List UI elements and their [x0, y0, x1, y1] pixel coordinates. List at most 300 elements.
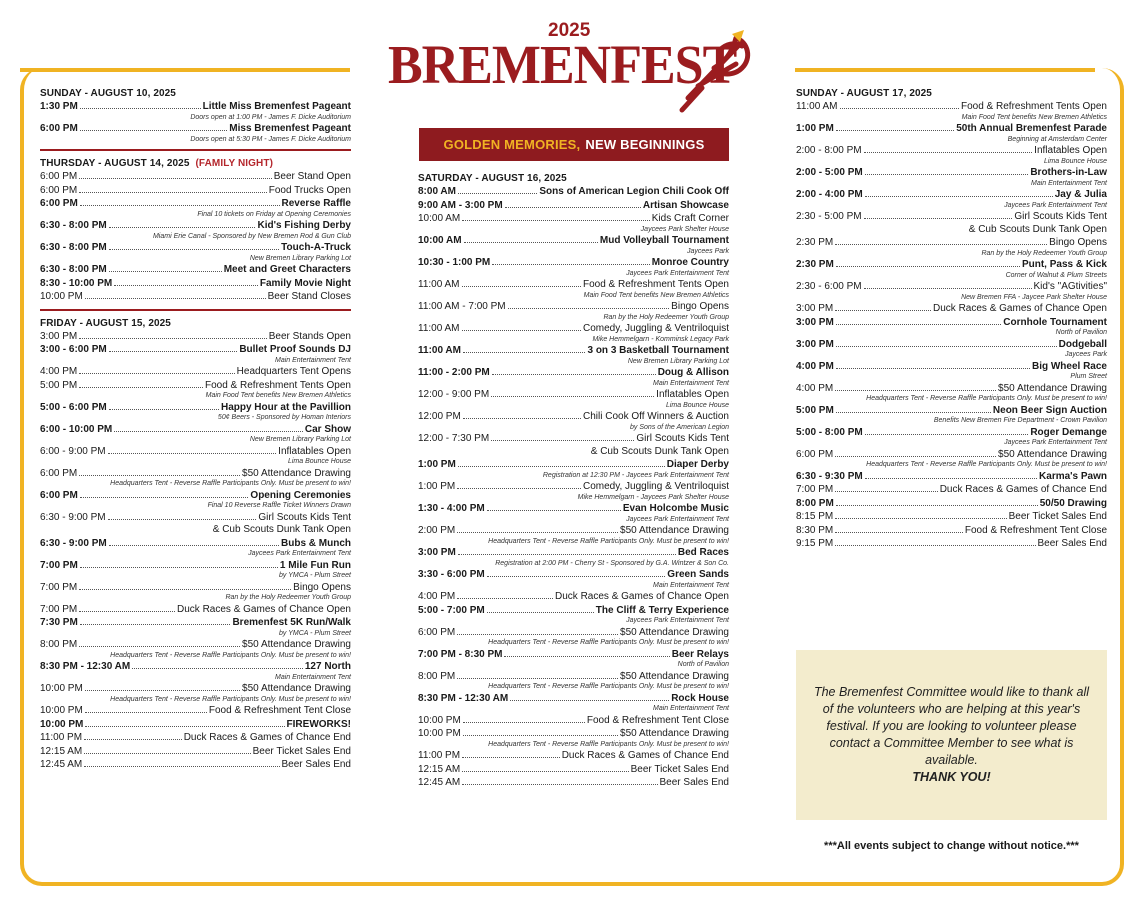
event-name: Duck Races & Games of Chance Open — [177, 603, 351, 615]
event-time: 6:00 PM — [40, 123, 78, 134]
event-name: Bingo Opens — [293, 581, 351, 593]
event-item — [40, 123, 351, 144]
day-heading-text: SATURDAY - AUGUST 16, 2025 — [418, 173, 567, 184]
right-column — [796, 86, 1107, 552]
event-time: 10:00 PM — [40, 291, 83, 302]
event-item — [418, 389, 729, 410]
event-time: 2:30 PM — [796, 237, 834, 248]
event-item — [418, 605, 729, 626]
event-item — [418, 547, 729, 568]
event-item — [796, 281, 1107, 302]
leader-dots — [462, 220, 649, 221]
event-item — [40, 278, 351, 291]
day-heading-text: SUNDAY - AUGUST 10, 2025 — [40, 88, 176, 99]
event-item — [796, 211, 1107, 236]
leader-dots — [835, 532, 963, 533]
leader-dots — [836, 346, 1057, 347]
event-detail: Headquarters Tent - Reverse Raffle Participants Only. Must be present to win! — [110, 695, 351, 703]
event-line — [40, 123, 351, 136]
leader-dots — [835, 390, 996, 391]
event-name: Beer Sales End — [659, 777, 729, 788]
event-time: 12:45 AM — [40, 759, 83, 770]
event-name: Cornhole Tournament — [1003, 316, 1107, 328]
leader-dots — [80, 567, 278, 568]
leader-dots — [835, 491, 937, 492]
leader-dots — [464, 242, 598, 243]
event-time: 6:30 - 9:30 PM — [796, 470, 863, 482]
event-time: 7:00 PM — [40, 559, 78, 571]
event-name: The Cliff & Terry Experience — [595, 604, 729, 616]
event-name: Bullet Proof Sounds DJ — [239, 344, 351, 355]
event-name: Beer Stand Closes — [267, 291, 351, 302]
event-item — [40, 198, 351, 219]
event-line — [418, 764, 729, 777]
event-item — [796, 303, 1107, 316]
leader-dots — [462, 757, 560, 758]
event-detail: Headquarters Tent - Reverse Raffle Participants Only. Must be present to win! — [110, 651, 351, 659]
event-item — [796, 237, 1107, 258]
event-line — [418, 213, 729, 226]
day-heading-note: (FAMILY NIGHT) — [195, 158, 274, 169]
leader-dots — [865, 478, 1037, 479]
event-name: Food & Refreshment Tent Close — [964, 524, 1107, 536]
event-line — [40, 705, 351, 718]
event-time: 7:00 PM — [796, 484, 834, 495]
event-detail: North of Pavilion — [677, 661, 729, 668]
leader-dots — [836, 505, 1038, 506]
left-column — [40, 86, 351, 773]
leader-dots — [508, 308, 670, 309]
event-item — [418, 728, 729, 749]
event-line — [40, 185, 351, 198]
event-item — [418, 693, 729, 714]
event-time: 6:00 PM — [40, 489, 78, 501]
event-item — [418, 649, 729, 670]
event-detail: Lima Bounce House — [287, 458, 351, 465]
event-time: 6:30 - 9:00 PM — [40, 511, 106, 523]
event-time: 8:15 PM — [796, 511, 834, 522]
event-line — [40, 468, 351, 481]
leader-dots — [491, 396, 654, 397]
event-time: 10:30 - 1:00 PM — [418, 257, 491, 268]
event-time: 12:15 AM — [418, 763, 461, 775]
leader-dots — [510, 700, 669, 701]
event-time: 6:30 - 8:00 PM — [40, 242, 107, 253]
event-name: Roger Demange — [1030, 426, 1107, 438]
event-time: 11:00 - 2:00 PM — [418, 367, 490, 378]
event-item — [796, 427, 1107, 448]
event-name: $50 Attendance Drawing — [620, 728, 729, 739]
day-heading-text: FRIDAY - AUGUST 15, 2025 — [40, 317, 171, 329]
event-line — [418, 186, 729, 199]
event-line-2 — [40, 524, 351, 537]
event-time: 10:00 PM — [40, 718, 84, 730]
event-item — [418, 777, 729, 790]
event-name: Food & Refreshment Tents Open — [960, 101, 1107, 112]
event-detail: Miami Erie Canal - Sponsored by New Bremen Rod & Gun Club — [152, 232, 351, 240]
event-detail: Main Entertainment Tent — [652, 705, 729, 712]
leader-dots — [487, 576, 666, 577]
leader-dots — [836, 368, 1030, 369]
leader-dots — [114, 285, 258, 286]
event-item — [40, 639, 351, 660]
event-time: 11:00 PM — [40, 732, 83, 743]
event-name: 50/50 Drawing — [1039, 497, 1107, 509]
event-time: 8:00 PM — [418, 670, 456, 682]
event-line — [796, 339, 1107, 352]
leader-dots — [836, 412, 991, 413]
event-item — [418, 715, 729, 728]
event-line — [40, 101, 351, 114]
event-time: 4:00 PM — [796, 360, 834, 372]
event-line-2 — [418, 446, 729, 459]
event-detail: North of Pavilion — [1055, 329, 1107, 336]
leader-dots — [79, 611, 175, 612]
event-line — [796, 361, 1107, 374]
event-item — [40, 705, 351, 718]
thank-you-text: The Bremenfest Committee would like to thank all of the volunteers who are helping at this year's festival. If you are looking to volunteer please contact a Committee Member to see what is available. — [813, 685, 1090, 767]
event-time: 6:00 PM — [40, 184, 78, 196]
event-detail: Headquarters Tent - Reverse Raffle Participants Only. Must be present to win! — [488, 639, 729, 646]
event-detail: Jaycees Park Entertainment Tent — [248, 550, 351, 557]
logo-title: BREMENFEST — [388, 35, 737, 96]
event-line — [418, 525, 729, 538]
event-item — [418, 411, 729, 432]
event-time: 11:00 AM — [418, 279, 460, 290]
event-name: $50 Attendance Drawing — [998, 382, 1107, 394]
event-name: $50 Attendance Drawing — [242, 639, 351, 650]
event-line — [40, 604, 351, 617]
event-name: Evan Holcombe Music — [622, 503, 729, 514]
event-name: Big Wheel Race — [1031, 360, 1107, 372]
event-line — [418, 367, 729, 380]
event-name: Food & Refreshment Tents Open — [204, 379, 351, 391]
event-name: $50 Attendance Drawing — [620, 525, 729, 536]
leader-dots — [85, 712, 207, 713]
event-line — [40, 264, 351, 277]
event-line — [418, 459, 729, 472]
event-line — [796, 189, 1107, 202]
event-name: Touch-A-Truck — [281, 242, 351, 253]
event-time: 3:00 - 6:00 PM — [40, 344, 107, 355]
leader-dots — [462, 330, 581, 331]
event-name-2: & Cub Scouts Dunk Tank Open — [968, 223, 1107, 235]
leader-dots — [79, 373, 234, 374]
event-name: Bubs & Munch — [281, 537, 351, 549]
event-time: 6:00 - 9:00 PM — [40, 445, 106, 457]
leader-dots — [457, 634, 618, 635]
middle-column — [418, 171, 729, 791]
event-detail: by Sons of the American Legion — [630, 423, 729, 431]
event-line — [40, 538, 351, 551]
event-detail: Main Entertainment Tent — [652, 379, 729, 387]
event-item — [40, 582, 351, 603]
event-line — [418, 345, 729, 358]
leader-dots — [79, 338, 266, 339]
event-detail: Beginning at Amsterdam Center — [1007, 135, 1107, 143]
leader-dots — [836, 324, 1002, 325]
event-time: 2:30 - 6:00 PM — [796, 281, 862, 292]
event-item — [796, 189, 1107, 210]
event-line — [796, 211, 1107, 224]
event-line — [418, 279, 729, 292]
leader-dots — [463, 722, 585, 723]
event-name: Diaper Derby — [666, 459, 729, 470]
event-item — [40, 683, 351, 704]
event-detail: Jaycees Park — [1064, 351, 1107, 358]
leader-dots — [491, 440, 634, 441]
day-heading — [40, 318, 351, 329]
event-time: 12:15 AM — [40, 745, 83, 757]
event-time: 11:00 AM — [418, 345, 461, 356]
event-time: 8:30 PM - 12:30 AM — [418, 692, 509, 704]
event-detail: Headquarters Tent - Reverse Raffle Participants Only. Must be present to win! — [110, 480, 351, 487]
leader-dots — [835, 244, 1047, 245]
event-line — [796, 101, 1107, 114]
leader-dots — [80, 130, 227, 131]
event-detail: Jaycees Park Entertainment Tent — [626, 617, 729, 624]
event-name: Meet and Greet Characters — [223, 264, 351, 275]
event-line — [796, 405, 1107, 418]
leader-dots — [865, 196, 1053, 197]
leader-dots — [79, 192, 266, 193]
event-line — [40, 732, 351, 745]
event-time: 9:15 PM — [796, 538, 834, 549]
day-divider — [40, 149, 351, 151]
event-line — [796, 237, 1107, 250]
day-heading-text: THURSDAY - AUGUST 14, 2025 — [40, 158, 190, 169]
event-name: Beer Ticket Sales End — [252, 745, 351, 757]
event-name: Monroe Country — [651, 257, 729, 268]
event-time: 5:00 PM — [796, 404, 834, 416]
event-item — [418, 627, 729, 648]
leader-dots — [114, 431, 303, 432]
event-name: Food Trucks Open — [268, 184, 351, 196]
event-line — [40, 446, 351, 459]
event-time: 3:00 PM — [40, 330, 78, 342]
event-item — [796, 538, 1107, 551]
event-line — [40, 512, 351, 525]
event-name: Artisan Showcase — [642, 199, 729, 211]
event-name: Kid's Fishing Derby — [257, 220, 351, 231]
event-line — [40, 719, 351, 732]
leader-dots — [836, 130, 954, 131]
event-detail: Jaycees Park — [686, 247, 729, 255]
event-detail: Jaycees Park Entertainment Tent — [626, 269, 729, 277]
event-time: 1:30 - 4:00 PM — [418, 503, 485, 514]
event-name: Duck Races & Games of Chance End — [183, 732, 351, 743]
leader-dots — [462, 771, 628, 772]
leader-dots — [109, 271, 222, 272]
event-item — [418, 459, 729, 480]
day-heading — [796, 88, 1107, 99]
event-line — [796, 484, 1107, 497]
leader-dots — [458, 554, 676, 555]
event-detail: Lima Bounce House — [665, 401, 729, 409]
leader-dots — [865, 174, 1029, 175]
event-name: $50 Attendance Drawing — [242, 683, 351, 694]
event-name: Beer Stand Open — [273, 171, 351, 182]
event-item — [796, 317, 1107, 338]
event-item — [40, 264, 351, 277]
event-name: Opening Ceremonies — [250, 489, 351, 501]
event-name: FIREWORKS! — [286, 718, 351, 730]
event-name: Beer Stands Open — [268, 330, 351, 342]
event-item — [418, 503, 729, 524]
leader-dots — [79, 646, 240, 647]
event-line — [796, 449, 1107, 462]
event-line — [796, 123, 1107, 136]
leader-dots — [109, 545, 279, 546]
event-item — [796, 405, 1107, 426]
event-line — [40, 490, 351, 503]
event-item — [418, 257, 729, 278]
frame-top-right-segment — [795, 68, 1095, 72]
event-name: Mud Volleyball Tournament — [599, 235, 729, 246]
leader-dots — [85, 690, 240, 691]
event-name: Family Movie Night — [259, 277, 351, 289]
event-time: 12:00 - 7:30 PM — [418, 433, 490, 444]
event-line — [418, 715, 729, 728]
event-line — [40, 560, 351, 573]
event-detail: Headquarters Tent - Reverse Raffle Participants Only. Must be present to win! — [488, 683, 729, 690]
event-time: 3:30 - 6:00 PM — [418, 569, 485, 580]
event-line — [418, 200, 729, 213]
event-time: 2:00 - 4:00 PM — [796, 189, 863, 200]
event-item — [418, 671, 729, 692]
event-item — [796, 383, 1107, 404]
event-detail: Jaycees Park Shelter House — [640, 225, 729, 233]
event-time: 12:45 AM — [418, 777, 461, 788]
event-time: 6:30 - 8:00 PM — [40, 220, 107, 231]
event-name: Beer Sales End — [281, 759, 351, 770]
event-detail: Plum Street — [1070, 373, 1107, 380]
event-time: 10:00 PM — [40, 705, 83, 716]
event-item — [40, 242, 351, 263]
event-item — [40, 424, 351, 445]
event-time: 3:00 PM — [418, 547, 456, 558]
event-time: 5:00 PM — [40, 379, 78, 391]
leader-dots — [79, 475, 240, 476]
leader-dots — [458, 193, 537, 194]
event-item — [40, 446, 351, 467]
event-time: 5:00 - 7:00 PM — [418, 604, 485, 616]
day-heading-text: SUNDAY - AUGUST 17, 2025 — [796, 88, 932, 99]
logo-year: 2025 — [548, 20, 591, 41]
event-name: Duck Races & Games of Chance End — [561, 750, 729, 761]
leader-dots — [85, 298, 266, 299]
event-item — [418, 367, 729, 388]
event-line — [418, 569, 729, 582]
event-name: Duck Races & Games of Chance Open — [933, 303, 1107, 314]
event-line — [418, 750, 729, 763]
event-time: 8:30 PM - 12:30 AM — [40, 661, 131, 672]
event-detail: Main Food Tent benefits New Bremen Athletics — [961, 113, 1107, 121]
event-name-2: & Cub Scouts Dunk Tank Open — [212, 524, 351, 535]
event-detail: Mike Hemmelgarn - Komminsk Legacy Park — [592, 335, 729, 343]
event-name: 50th Annual Bremenfest Parade — [956, 123, 1107, 134]
event-detail: Lima Bounce House — [1043, 157, 1107, 165]
tagline-gold: GOLDEN MEMORIES, — [443, 137, 581, 152]
leader-dots — [109, 227, 256, 228]
event-time: 4:00 PM — [418, 591, 456, 602]
event-time: 5:00 - 6:00 PM — [40, 401, 107, 413]
event-time: 2:30 - 5:00 PM — [796, 211, 862, 222]
event-item — [796, 339, 1107, 360]
event-line — [418, 389, 729, 402]
event-name: Beer Relays — [671, 648, 729, 660]
day-heading — [40, 88, 351, 99]
event-name: Bed Races — [677, 547, 729, 558]
leader-dots — [108, 519, 257, 520]
event-detail: Registration at 12:30 PM - Jaycees Park Entertainment Tent — [542, 471, 729, 479]
event-item — [418, 235, 729, 256]
leader-dots — [132, 668, 303, 669]
event-name: Neon Beer Sign Auction — [992, 404, 1107, 416]
event-name: Comedy, Juggling & Ventriloquist — [582, 323, 729, 334]
leader-dots — [80, 108, 201, 109]
event-line — [796, 427, 1107, 440]
event-detail: Jaycees Park Entertainment Tent — [1004, 201, 1107, 209]
event-detail: 50¢ Beers - Sponsored by Homan Interiors — [217, 414, 351, 421]
event-item — [40, 344, 351, 365]
event-time: 9:00 AM - 3:00 PM — [418, 199, 503, 211]
bremenfest-logo — [388, 18, 760, 113]
event-name: Kids Craft Corner — [651, 213, 729, 224]
event-time: 6:00 PM — [796, 448, 834, 460]
event-time: 6:30 - 9:00 PM — [40, 537, 107, 549]
event-detail: Final 10 tickets on Friday at Opening Ceremonies — [197, 210, 351, 218]
event-time: 10:00 PM — [40, 683, 83, 694]
event-line — [418, 257, 729, 270]
event-line — [796, 383, 1107, 396]
event-line — [418, 627, 729, 640]
leader-dots — [79, 589, 291, 590]
event-line — [418, 411, 729, 424]
leader-dots — [463, 418, 581, 419]
frame-top-left-segment — [20, 68, 350, 72]
event-name: Inflatables Open — [1034, 145, 1107, 156]
event-line — [796, 525, 1107, 538]
event-time: 7:00 PM - 8:30 PM — [418, 648, 503, 660]
event-line — [40, 424, 351, 437]
event-item — [418, 345, 729, 366]
event-line — [796, 167, 1107, 180]
event-detail: New Bremen Library Parking Lot — [627, 357, 729, 365]
event-line — [40, 344, 351, 357]
event-item — [40, 759, 351, 772]
event-name: 127 North — [304, 661, 351, 672]
event-name: Doug & Allison — [657, 367, 729, 378]
event-item — [796, 123, 1107, 144]
event-time: 6:30 - 8:00 PM — [40, 264, 107, 275]
event-time: 5:00 - 8:00 PM — [796, 426, 863, 438]
disclaimer: ***All events subject to change without notice.*** — [824, 840, 1079, 852]
event-time: 7:30 PM — [40, 617, 78, 628]
leader-dots — [487, 612, 594, 613]
leader-dots — [864, 288, 1032, 289]
event-time: 4:00 PM — [796, 382, 834, 394]
event-name: Karma's Pawn — [1039, 470, 1107, 482]
event-line — [40, 617, 351, 630]
leader-dots — [835, 518, 1006, 519]
event-line — [40, 198, 351, 211]
event-item — [40, 604, 351, 617]
event-item — [40, 402, 351, 423]
event-item — [418, 323, 729, 344]
event-time: 1:30 PM — [40, 101, 78, 112]
event-line — [40, 582, 351, 595]
